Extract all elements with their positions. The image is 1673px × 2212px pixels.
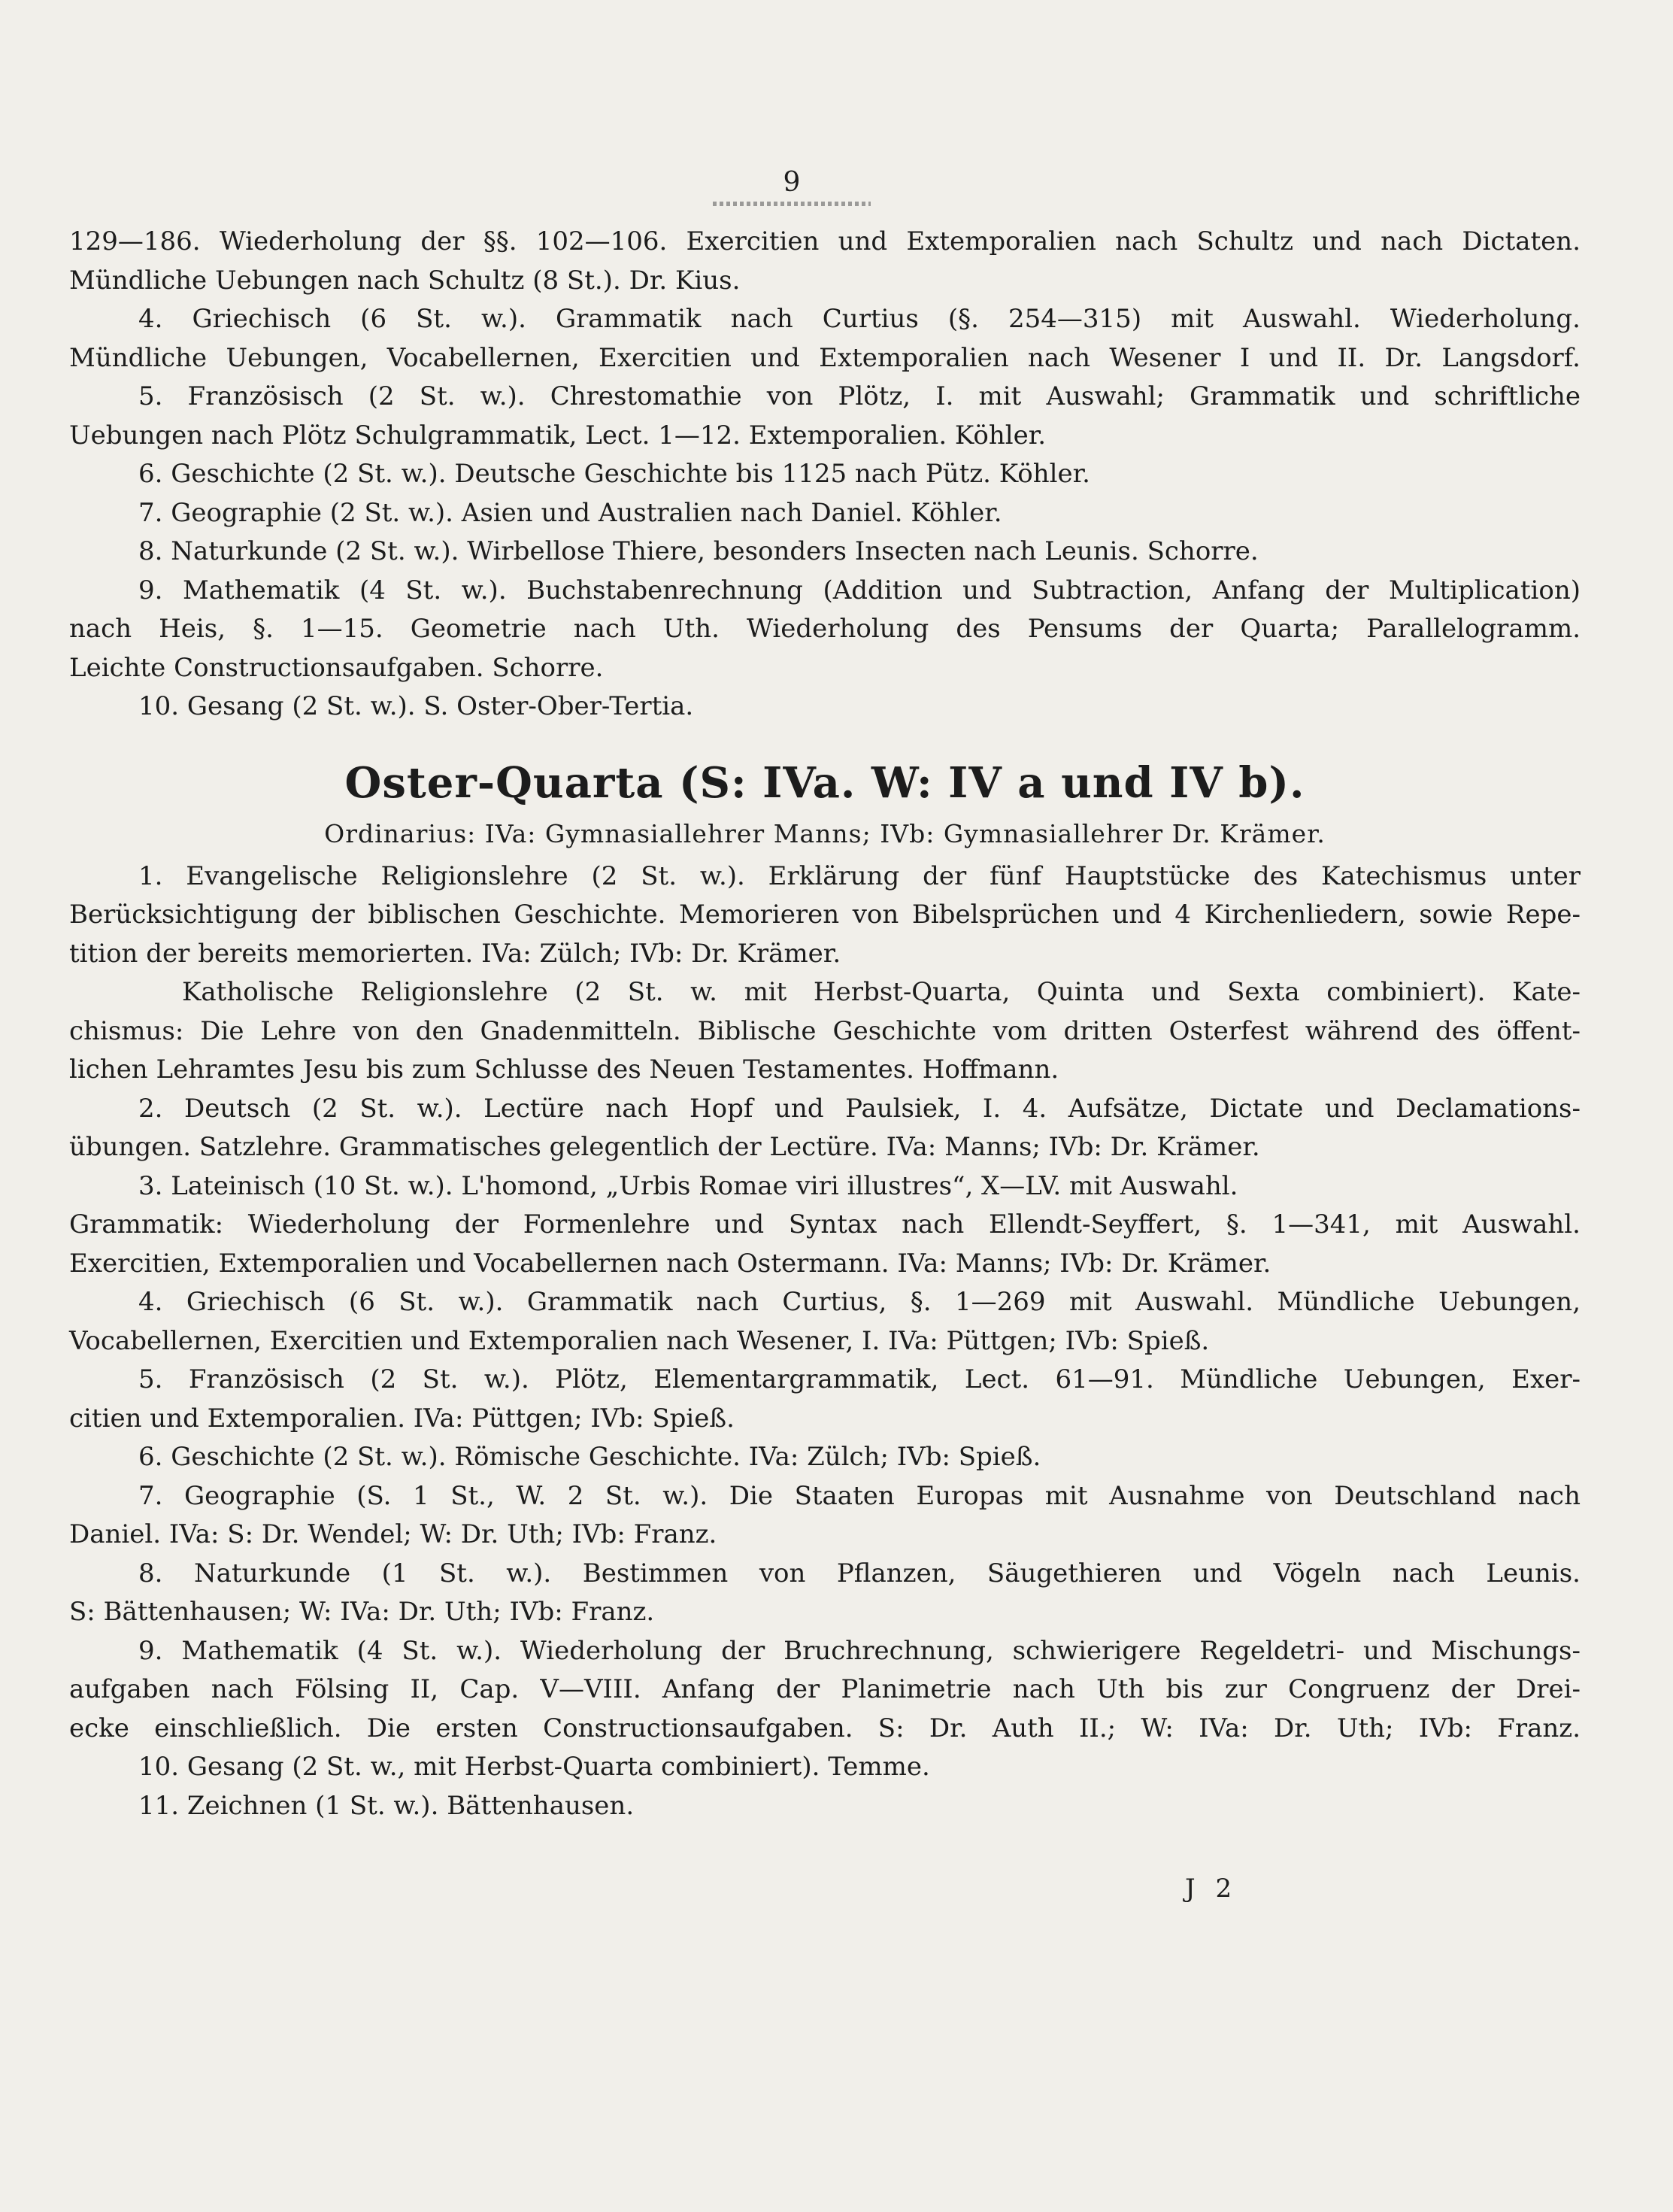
text-line: Berücksichtigung der biblischen Geschichte. Memorieren von Bibelsprüchen und 4 Kirchenliedern, sowie Repe- bbox=[69, 900, 1581, 930]
text-line: 1. Evangelische Religionslehre (2 St. w.). Erklärung der fünf Hauptstücke des Katechismus unter bbox=[138, 860, 1581, 891]
text-line: Mündliche Uebungen nach Schultz (8 St.). Dr. Kius. bbox=[69, 265, 741, 296]
text-line: 5. Französisch (2 St. w.). Chrestomathie von Plötz, I. mit Auswahl; Grammatik und schriftliche bbox=[138, 381, 1581, 411]
text-line: 10. Gesang (2 St. w., mit Herbst-Quarta combiniert). Temme. bbox=[138, 1752, 930, 1782]
text-line: 6. Geschichte (2 St. w.). Römische Geschichte. IVa: Zülch; IVb: Spieß. bbox=[138, 1442, 1041, 1472]
text-line: übungen. Satzlehre. Grammatisches gelegentlich der Lectüre. IVa: Manns; IVb: Dr. Krämer. bbox=[69, 1132, 1260, 1162]
text-line: 5. Französisch (2 St. w.). Plötz, Elementargrammatik, Lect. 61—91. Mündliche Uebungen, Exer- bbox=[138, 1364, 1581, 1394]
page-number: 9 bbox=[783, 167, 801, 198]
text-line: 11. Zeichnen (1 St. w.). Bättenhausen. bbox=[138, 1790, 635, 1821]
signature-mark: J 2 bbox=[1185, 1874, 1238, 1904]
text-line: 4. Griechisch (6 St. w.). Grammatik nach Curtius (§. 254—315) mit Auswahl. Wiederholung. bbox=[138, 304, 1581, 334]
text-line: 8. Naturkunde (1 St. w.). Bestimmen von Pflanzen, Säugethieren und Vögeln nach Leunis. bbox=[138, 1558, 1581, 1588]
text-line: Vocabellernen, Exercitien und Extemporalien nach Wesener, I. IVa: Püttgen; IVb: Spieß. bbox=[69, 1325, 1210, 1356]
text-line: 4. Griechisch (6 St. w.). Grammatik nach Curtius, §. 1—269 mit Auswahl. Mündliche Uebungen, bbox=[138, 1287, 1581, 1317]
text-body bbox=[69, 223, 1581, 1825]
section-heading: Oster-Quarta (S: IVa. W: IV a und IV b). bbox=[344, 757, 1305, 808]
text-line: Leichte Constructionsaufgaben. Schorre. bbox=[69, 652, 604, 683]
text-line: Grammatik: Wiederholung der Formenlehre und Syntax nach Ellendt-Seyffert, §. 1—341, mit Auswahl. bbox=[69, 1209, 1581, 1240]
text-line: Mündliche Uebungen, Vocabellernen, Exercitien und Extemporalien nach Wesener I und II. Dr. Langsdorf. bbox=[69, 342, 1581, 373]
text-line: 2. Deutsch (2 St. w.). Lectüre nach Hopf und Paulsiek, I. 4. Aufsätze, Dictate und Declamations- bbox=[138, 1093, 1581, 1124]
text-line: Uebungen nach Plötz Schulgrammatik, Lect. 1—12. Extemporalien. Köhler. bbox=[69, 420, 1047, 451]
text-line: 9. Mathematik (4 St. w.). Wiederholung der Bruchrechnung, schwierigere Regeldetri- und Mischungs- bbox=[138, 1635, 1581, 1666]
text-line: nach Heis, §. 1—15. Geometrie nach Uth. Wiederholung des Pensums der Quarta; Parallelogramm. bbox=[69, 614, 1581, 644]
text-line: 129—186. Wiederholung der §§. 102—106. Exercitien und Extemporalien nach Schultz und nach Dictaten. bbox=[69, 226, 1581, 256]
text-line: 8. Naturkunde (2 St. w.). Wirbellose Thiere, besonders Insecten nach Leunis. Schorre. bbox=[138, 536, 1259, 566]
text-line: tition der bereits memorierten. IVa: Zülch; IVb: Dr. Krämer. bbox=[69, 938, 841, 969]
text-line: lichen Lehramtes Jesu bis zum Schlusse des Neuen Testamentes. Hoffmann. bbox=[69, 1054, 1059, 1085]
text-line: Daniel. IVa: S: Dr. Wendel; W: Dr. Uth; IVb: Franz. bbox=[69, 1519, 717, 1549]
text-line: 7. Geographie (S. 1 St., W. 2 St. w.). Die Staaten Europas mit Ausnahme von Deutschland nach bbox=[138, 1480, 1581, 1511]
text-line: 3. Lateinisch (10 St. w.). L'homond, „Urbis Romae viri illustres“, X—LV. mit Auswahl. bbox=[138, 1170, 1238, 1201]
ordinarius-line: Ordinarius: IVa: Gymnasiallehrer Manns; IVb: Gymnasiallehrer Dr. Krämer. bbox=[324, 818, 1326, 848]
text-line: S: Bättenhausen; W: IVa: Dr. Uth; IVb: Franz. bbox=[69, 1597, 655, 1627]
text-line: Katholische Religionslehre (2 St. w. mit Herbst-Quarta, Quinta und Sexta combiniert). Kate- bbox=[182, 977, 1581, 1007]
text-line: 7. Geographie (2 St. w.). Asien und Australien nach Daniel. Köhler. bbox=[138, 497, 1002, 528]
text-line: aufgaben nach Fölsing II, Cap. V—VIII. Anfang der Planimetrie nach Uth bis zur Congruenz der Drei- bbox=[69, 1674, 1581, 1704]
text-line: Exercitien, Extemporalien und Vocabellernen nach Ostermann. IVa: Manns; IVb: Dr. Krämer. bbox=[69, 1248, 1271, 1279]
text-line: chismus: Die Lehre von den Gnadenmitteln. Biblische Geschichte vom dritten Osterfest während des öffent- bbox=[69, 1015, 1581, 1046]
decorative-rule bbox=[713, 202, 871, 206]
text-line: 9. Mathematik (4 St. w.). Buchstabenrechnung (Addition und Subtraction, Anfang der Multiplication) bbox=[138, 575, 1581, 605]
text-line: citien und Extemporalien. IVa: Püttgen; IVb: Spieß. bbox=[69, 1403, 735, 1434]
text-line: ecke einschließlich. Die ersten Constructionsaufgaben. S: Dr. Auth II.; W: IVa: Dr. Uth; IVb: Franz. bbox=[69, 1713, 1581, 1743]
text-line: 6. Geschichte (2 St. w.). Deutsche Geschichte bis 1125 nach Pütz. Köhler. bbox=[138, 459, 1090, 489]
text-line: 10. Gesang (2 St. w.). S. Oster-Ober-Tertia. bbox=[138, 691, 694, 721]
